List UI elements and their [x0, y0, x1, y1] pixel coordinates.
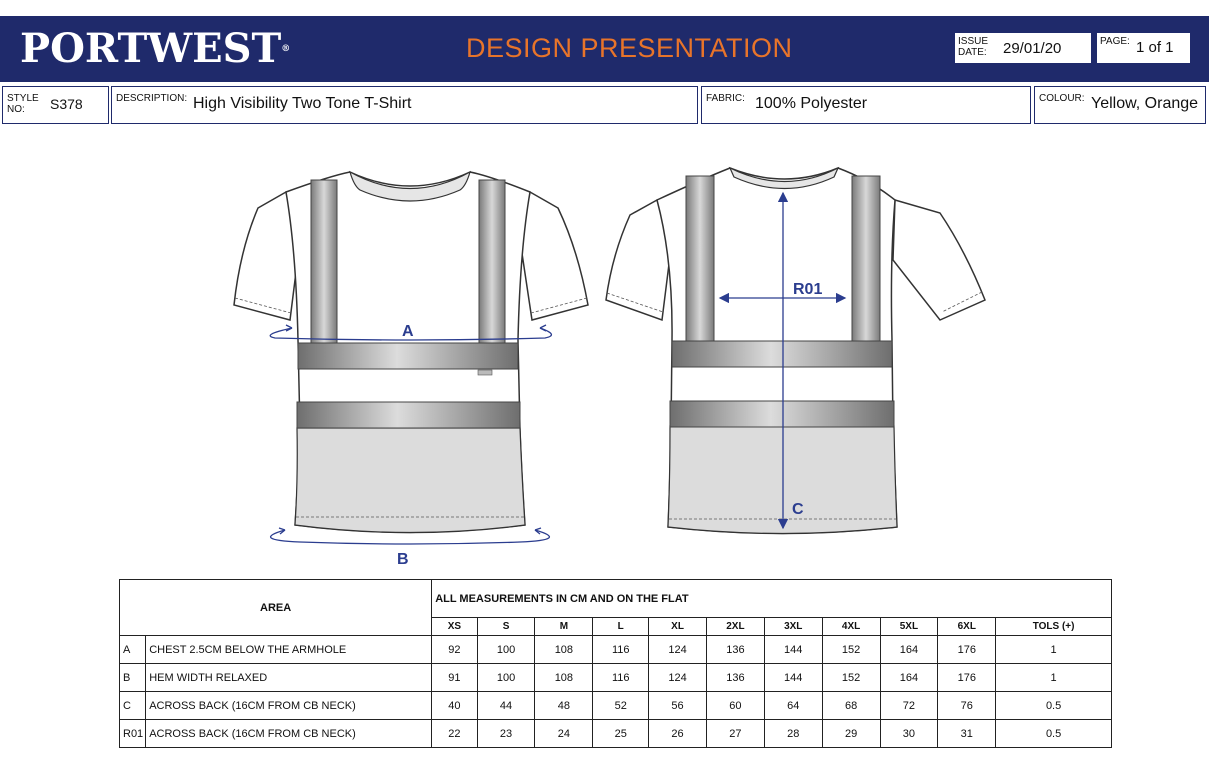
measurement-cell: 164	[880, 664, 938, 692]
area-header: AREA	[120, 580, 432, 636]
measurement-cell: 40	[432, 692, 477, 720]
length-dimension-label: C	[792, 501, 804, 518]
style-label-line2: NO:	[7, 104, 25, 115]
page-box	[1096, 32, 1191, 64]
row-code: R01	[120, 720, 146, 748]
issue-date-label	[958, 36, 988, 58]
measurement-cell: 22	[432, 720, 477, 748]
row-area: ACROSS BACK (16CM FROM CB NECK)	[146, 692, 432, 720]
style-no-label	[7, 93, 39, 115]
measurement-cell: 92	[432, 636, 477, 664]
size-header-cell: L	[593, 618, 649, 636]
front-lower-horizontal-tape	[297, 402, 520, 428]
size-header-cell: S	[477, 618, 535, 636]
measurement-cell: 176	[938, 636, 996, 664]
front-upper-horizontal-tape	[298, 343, 518, 369]
measurement-cell: 116	[593, 636, 649, 664]
measurements-header: ALL MEASUREMENTS IN CM AND ON THE FLAT	[432, 580, 1112, 618]
front-view	[234, 172, 588, 568]
row-code: A	[120, 636, 146, 664]
page-value: 1 of 1	[1136, 39, 1174, 56]
measurement-cell: 0.5	[996, 720, 1112, 748]
row-area: HEM WIDTH RELAXED	[146, 664, 432, 692]
table-row	[120, 692, 1112, 720]
measurement-cell: 68	[822, 692, 880, 720]
measurement-cell: 152	[822, 664, 880, 692]
measurement-cell: 176	[938, 664, 996, 692]
measurement-cell: 76	[938, 692, 996, 720]
measurement-cell: 0.5	[996, 692, 1112, 720]
table-header-row	[120, 580, 1112, 618]
front-lower-panel	[295, 428, 525, 533]
page-label: PAGE:	[1100, 36, 1130, 47]
style-label-line1: STYLE	[7, 93, 39, 104]
measurement-cell: 100	[477, 664, 535, 692]
front-right-vertical-tape	[479, 180, 505, 343]
front-left-vertical-tape	[311, 180, 337, 343]
measurement-cell: 1	[996, 636, 1112, 664]
chest-dimension-label: A	[402, 323, 414, 340]
measurement-cell: 124	[649, 664, 707, 692]
measurement-cell: 56	[649, 692, 707, 720]
size-header-cell: 3XL	[764, 618, 822, 636]
style-no-box	[2, 86, 109, 124]
across-back-dimension-label: R01	[793, 281, 823, 298]
measurement-cell: 136	[706, 664, 764, 692]
brand-logo	[20, 24, 290, 74]
table-row	[120, 664, 1112, 692]
measurement-cell: 91	[432, 664, 477, 692]
row-code: B	[120, 664, 146, 692]
size-header-cell: 5XL	[880, 618, 938, 636]
size-header-cell: XS	[432, 618, 477, 636]
measurement-cell: 23	[477, 720, 535, 748]
colour-box	[1034, 86, 1206, 124]
measurement-cell: 24	[535, 720, 593, 748]
measurement-cell: 44	[477, 692, 535, 720]
colour-label: COLOUR:	[1039, 93, 1085, 104]
issue-date-box	[954, 32, 1092, 64]
measurement-cell: 52	[593, 692, 649, 720]
measurement-cell: 72	[880, 692, 938, 720]
measurement-cell: 108	[535, 636, 593, 664]
document-title: DESIGN PRESENTATION	[466, 33, 793, 63]
header-banner	[0, 16, 1209, 82]
back-right-sleeve	[893, 200, 985, 320]
measurement-cell: 124	[649, 636, 707, 664]
measurement-cell: 64	[764, 692, 822, 720]
size-header-cell: M	[535, 618, 593, 636]
issue-date-value: 29/01/20	[1003, 40, 1062, 57]
measurement-cell: 27	[706, 720, 764, 748]
measurement-cell: 60	[706, 692, 764, 720]
measurement-cell: 144	[764, 636, 822, 664]
size-header-cell: XL	[649, 618, 707, 636]
back-right-vertical-tape	[852, 176, 880, 341]
row-area: ACROSS BACK (16CM FROM CB NECK)	[146, 720, 432, 748]
fabric-label: FABRIC:	[706, 93, 745, 104]
fabric-box	[701, 86, 1031, 124]
measurement-table	[119, 579, 1112, 748]
registered-mark: ®	[281, 44, 291, 54]
measurement-cell: 30	[880, 720, 938, 748]
back-upper-horizontal-tape	[672, 341, 892, 367]
back-left-vertical-tape	[686, 176, 714, 341]
description-box	[111, 86, 698, 124]
garment-drawings	[0, 125, 1209, 575]
measurement-cell: 144	[764, 664, 822, 692]
measurement-cell: 28	[764, 720, 822, 748]
hem-dimension-label: B	[397, 551, 409, 568]
size-header-cell: 4XL	[822, 618, 880, 636]
back-view	[606, 168, 985, 534]
measurement-cell: 29	[822, 720, 880, 748]
measurement-cell: 48	[535, 692, 593, 720]
measurement-cell: 31	[938, 720, 996, 748]
table-row	[120, 720, 1112, 748]
row-code: C	[120, 692, 146, 720]
row-area: CHEST 2.5CM BELOW THE ARMHOLE	[146, 636, 432, 664]
fabric-value: 100% Polyester	[755, 95, 868, 112]
description-value: High Visibility Two Tone T-Shirt	[193, 95, 412, 112]
measurement-cell: 25	[593, 720, 649, 748]
style-no-value: S378	[50, 96, 83, 112]
measurement-cell: 26	[649, 720, 707, 748]
size-header-cell: 6XL	[938, 618, 996, 636]
measurement-cell: 116	[593, 664, 649, 692]
description-label: DESCRIPTION:	[116, 93, 188, 104]
measurement-cell: 1	[996, 664, 1112, 692]
issue-date-label-line1: ISSUE	[958, 36, 989, 47]
brand-name: PORTWEST	[20, 25, 282, 72]
measurement-cell: 108	[535, 664, 593, 692]
table-row	[120, 636, 1112, 664]
measurement-cell: 152	[822, 636, 880, 664]
issue-date-label-line2: DATE:	[958, 47, 987, 58]
table-body	[120, 636, 1112, 748]
measurement-cell: 164	[880, 636, 938, 664]
size-header-cell: 2XL	[706, 618, 764, 636]
colour-value: Yellow, Orange	[1091, 95, 1199, 112]
measurement-cell: 136	[706, 636, 764, 664]
front-right-sleeve	[520, 192, 588, 320]
back-lower-horizontal-tape	[670, 401, 894, 427]
size-header-cell: TOLS (+)	[996, 618, 1112, 636]
measurement-cell: 100	[477, 636, 535, 664]
